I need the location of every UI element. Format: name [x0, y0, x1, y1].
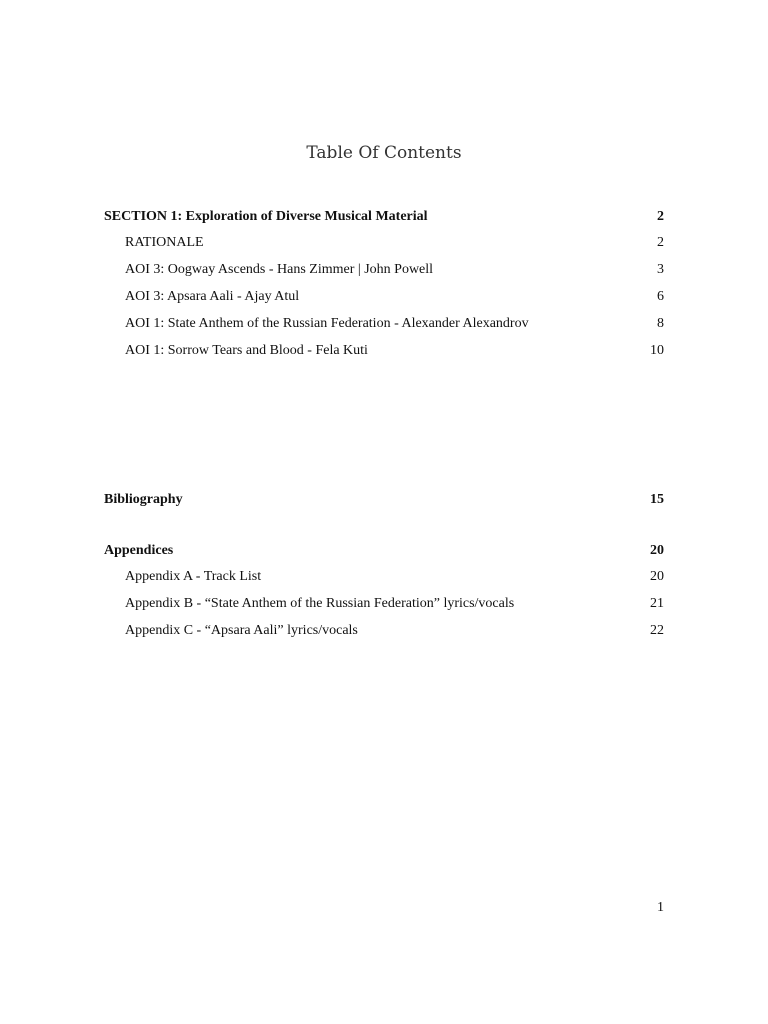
toc-entry-appendices[interactable] — [104, 541, 664, 561]
toc-entry-sorrow-tears-blood[interactable] — [104, 341, 664, 361]
toc-entry-page: 22 — [650, 623, 664, 638]
toc-entry-page: 6 — [657, 289, 664, 304]
toc-entry-label: AOI 3: Oogway Ascends - Hans Zimmer | John Powell — [125, 262, 434, 277]
toc-entry-rationale[interactable] — [104, 233, 664, 253]
toc-entry-label: RATIONALE — [125, 235, 204, 250]
toc-entry-bibliography[interactable] — [104, 490, 664, 510]
toc-entry-label: Appendix C - “Apsara Aali” lyrics/vocals — [125, 623, 358, 638]
toc-entry-page: 8 — [657, 316, 664, 331]
toc-entry-label: Appendix A - Track List — [125, 569, 262, 584]
toc-entry-apsara-aali[interactable] — [104, 287, 664, 307]
toc-entry-page: 20 — [650, 543, 664, 558]
toc-entry-label: AOI 1: Sorrow Tears and Blood - Fela Kuti — [125, 343, 368, 358]
toc-entry-label: Bibliography — [104, 492, 183, 507]
toc-entry-page: 3 — [657, 262, 664, 277]
toc-entry-appendix-b[interactable] — [104, 594, 664, 614]
page-title: Table Of Contents — [306, 143, 462, 163]
toc-entry-page: 20 — [650, 569, 664, 584]
toc-entry-section-1[interactable] — [104, 207, 664, 227]
toc-entry-state-anthem[interactable] — [104, 314, 664, 334]
toc-entry-label: Appendix B - “State Anthem of the Russian Federation” lyrics/vocals — [125, 596, 515, 611]
toc-entry-appendix-c[interactable] — [104, 621, 664, 641]
toc-entry-page: 2 — [657, 235, 664, 250]
toc-entry-page: 2 — [657, 209, 664, 224]
toc-entry-appendix-a[interactable] — [104, 567, 664, 587]
toc-entry-label: AOI 3: Apsara Aali - Ajay Atul — [125, 289, 300, 304]
page-number: 1 — [657, 900, 664, 915]
toc-entry-oogway-ascends[interactable] — [104, 260, 664, 280]
toc-entry-page: 21 — [650, 596, 664, 611]
toc-entry-label: Appendices — [104, 543, 174, 558]
toc-entry-label: AOI 1: State Anthem of the Russian Federation - Alexander Alexandrov — [125, 316, 529, 331]
toc-entry-label: SECTION 1: Exploration of Diverse Musical Material — [104, 209, 428, 224]
toc-entry-page: 10 — [650, 343, 664, 358]
toc-entry-page: 15 — [650, 492, 664, 507]
